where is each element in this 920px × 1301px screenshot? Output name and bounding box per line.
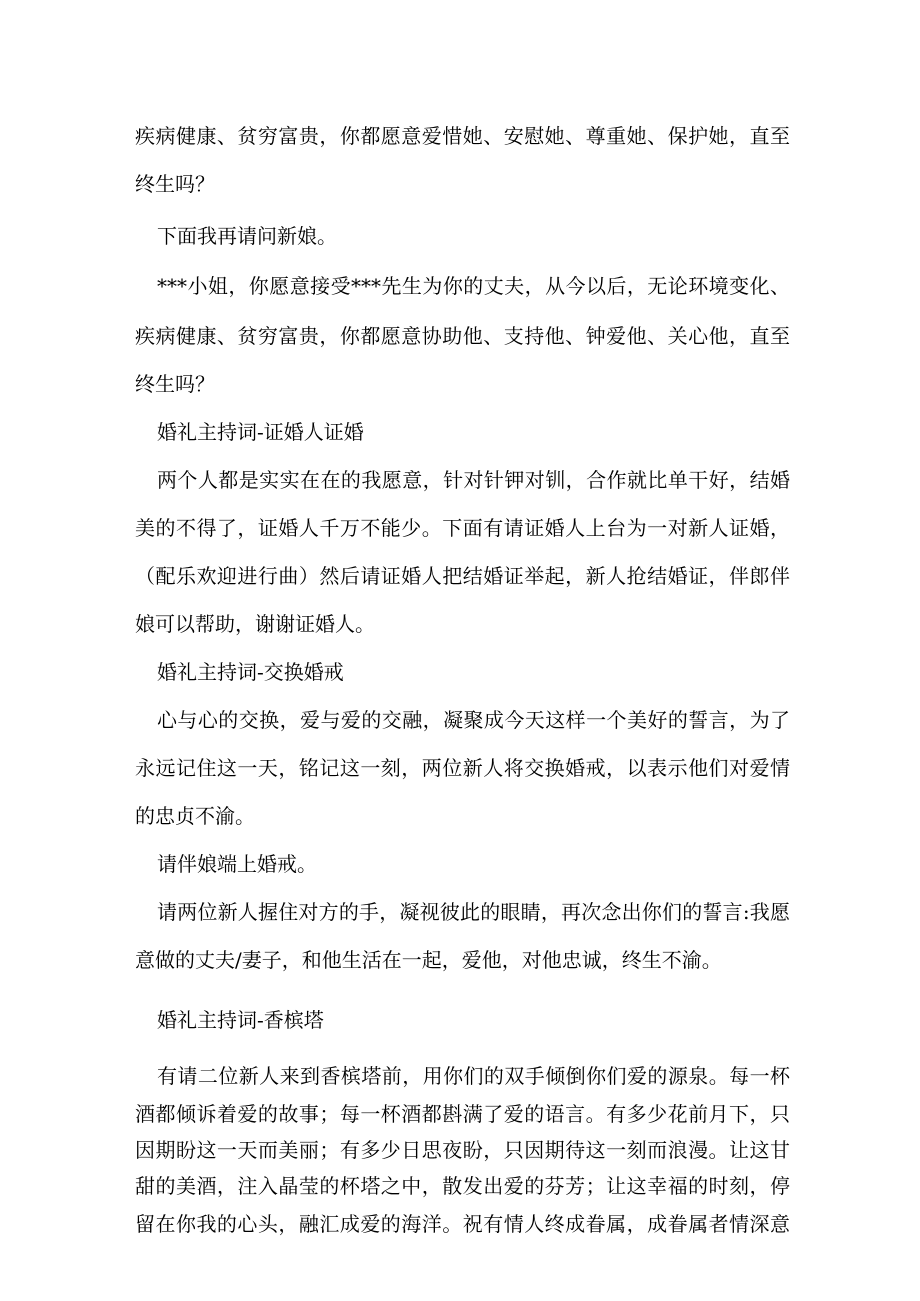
text-line-23: 甜的美酒，注入晶莹的杯塔之中，散发出爱的芬芳；让这幸福的时刻，停 <box>135 1174 790 1198</box>
text-line-21: 酒都倾诉着爱的故事；每一杯酒都斟满了爱的语言。有多少花前月下，只 <box>135 1102 790 1126</box>
text-line-4: ***小姐，你愿意接受***先生为你的丈夫，从今以后，无论环境变化、 <box>157 274 790 298</box>
text-line-11: 娘可以帮助，谢谢证婚人。 <box>135 612 375 636</box>
text-line-2: 终生吗？ <box>135 172 215 196</box>
section-heading-champagne: 婚礼主持词-香槟塔 <box>157 1008 324 1032</box>
text-line-16: 请伴娘端上婚戒。 <box>157 852 317 876</box>
text-line-14: 永远记住这一天，铭记这一刻，两位新人将交换婚戒，以表示他们对爱情 <box>135 756 790 780</box>
text-line-24: 留在你我的心头，融汇成爱的海洋。祝有情人终成眷属，成眷属者情深意 <box>135 1212 790 1236</box>
text-line-3: 下面我再请问新娘。 <box>157 224 337 248</box>
text-line-15: 的忠贞不渝。 <box>135 804 255 828</box>
text-line-10: （配乐欢迎进行曲）然后请证婚人把结婚证举起，新人抢结婚证，伴郎伴 <box>135 564 790 588</box>
text-line-22: 因期盼这一天而美丽；有多少日思夜盼，只因期待这一刻而浪漫。让这甘 <box>135 1138 790 1162</box>
text-line-17: 请两位新人握住对方的手，凝视彼此的眼睛，再次念出你们的誓言:我愿 <box>157 900 790 924</box>
section-heading-witness: 婚礼主持词-证婚人证婚 <box>157 420 364 444</box>
text-line-13: 心与心的交换，爱与爱的交融，凝聚成今天这样一个美好的誓言，为了 <box>157 708 790 732</box>
text-line-8: 两个人都是实实在在的我愿意，针对针钾对钏，合作就比单干好，结婚 <box>157 468 790 492</box>
text-line-1: 疾病健康、贫穷富贵，你都愿意爱惜她、安慰她、尊重她、保护她，直至 <box>135 124 790 148</box>
text-line-6: 终生吗？ <box>135 372 215 396</box>
text-line-5: 疾病健康、贫穷富贵，你都愿意协助他、支持他、钟爱他、关心他，直至 <box>135 324 790 348</box>
text-line-9: 美的不得了，证婚人千万不能少。下面有请证婚人上台为一对新人证婚， <box>135 516 790 540</box>
text-line-18: 意做的丈夫/妻子，和他生活在一起，爱他，对他忠诚，终生不渝。 <box>135 948 722 972</box>
text-line-20: 有请二位新人来到香槟塔前，用你们的双手倾倒你们爱的源泉。每一杯 <box>157 1064 790 1088</box>
section-heading-rings: 婚礼主持词-交换婚戒 <box>157 660 344 684</box>
